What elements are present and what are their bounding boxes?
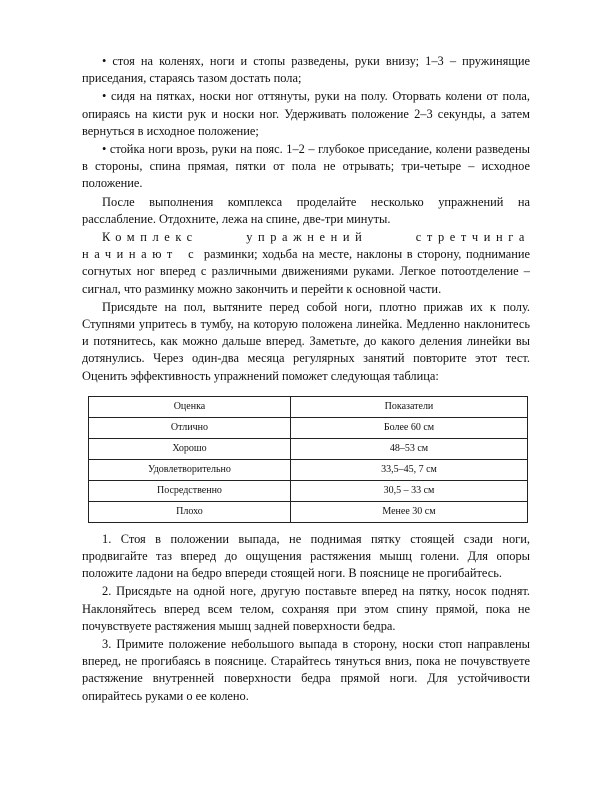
exercise-1: 1. Стоя в положении выпада, не поднимая пятку стоящей сзади ноги, продвигайте таз вперед до ощущения растяжения мышц голени. Для опоры положите ладони на бедро впереди стоящей ноги. В пояснице не прогибайтесь. (82, 531, 530, 581)
bullet-heels: • сидя на пятках, носки ног оттянуты, руки на полу. Оторвать колени от пола, опираясь на кисти рук и носки ног. Удерживать положение 2–3 секунды, а затем вернуться в исходное положение; (82, 89, 530, 138)
document-page (82, 53, 530, 706)
header-grade: Оценка (89, 396, 291, 417)
table-row (89, 438, 528, 459)
grade-cell: Плохо (89, 501, 291, 522)
grade-cell: Удовлетворительно (89, 459, 291, 480)
value-cell: 48–53 см (290, 438, 527, 459)
value-cell: Менее 30 см (290, 501, 527, 522)
bullet-kneeling: • стоя на коленях, ноги и стопы разведены, руки внизу; 1–3 – пружинящие приседания, стараясь тазом достать пола; (82, 54, 530, 86)
stretching-spaced-text: Комплекс упражнений стретчинга начинают с (82, 230, 530, 262)
grade-cell: Посредственно (89, 480, 291, 501)
paragraph-relaxation: После выполнения комплекса проделайте несколько упражнений на расслабление. Отдохните, лежа на спине, две-три минуты. (82, 194, 530, 226)
grade-cell: Хорошо (89, 438, 291, 459)
paragraph-stretching (82, 229, 530, 298)
exercise-2: 2. Присядьте на одной ноге, другую поставьте вперед на пятку, носок поднят. Наклоняйтесь вперед всем телом, сохраняя при этом спину прямой, пока не почувствуете растяжения мышц задней поверхности бедра. (82, 584, 530, 633)
table-row (89, 459, 528, 480)
table-header-row (89, 396, 528, 417)
grade-cell: Отлично (89, 417, 291, 438)
grades-table (88, 396, 528, 523)
header-indicators: Показатели (290, 396, 527, 417)
bullet-stance: • стойка ноги врозь, руки на пояс. 1–2 – глубокое приседание, колени разведены в стороны, спина прямая, пятки от пола не отрывать; три-четыре – исходное положение. (82, 142, 530, 191)
stretching-rest-text: разминки; ходьба на месте, наклоны в сторону, поднимание согнутых ног вперед с различными движениями руками. Легкое потоотделение – сигнал, что разминку можно закончить и перейти к основной части. (82, 247, 530, 296)
value-cell: 33,5–45, 7 см (290, 459, 527, 480)
value-cell: 30,5 – 33 см (290, 480, 527, 501)
table-row (89, 501, 528, 522)
table-row (89, 480, 528, 501)
paragraph-flexibility-test: Присядьте на пол, вытяните перед собой ноги, плотно прижав их к полу. Ступнями упритесь в тумбу, на которую положена линейка. Медленно наклонитесь и потянитесь, как можно дальше вперед. Заметьте, до какого деления линейки вы дотянулись. Через один-два месяца регулярных занятий повторите этот тест. Оценить эффективность упражнений поможет следующая таблица: (82, 299, 530, 383)
table-row (89, 417, 528, 438)
value-cell: Более 60 см (290, 417, 527, 438)
exercise-3: 3. Примите положение небольшого выпада в сторону, носки стоп направлены вперед, не прогибаясь в пояснице. Старайтесь тянуться вниз, пока не почувствуете растяжение внутренней поверхности бедра прямой ноги. Для устойчивости опирайтесь руками о ее колено. (82, 637, 530, 703)
